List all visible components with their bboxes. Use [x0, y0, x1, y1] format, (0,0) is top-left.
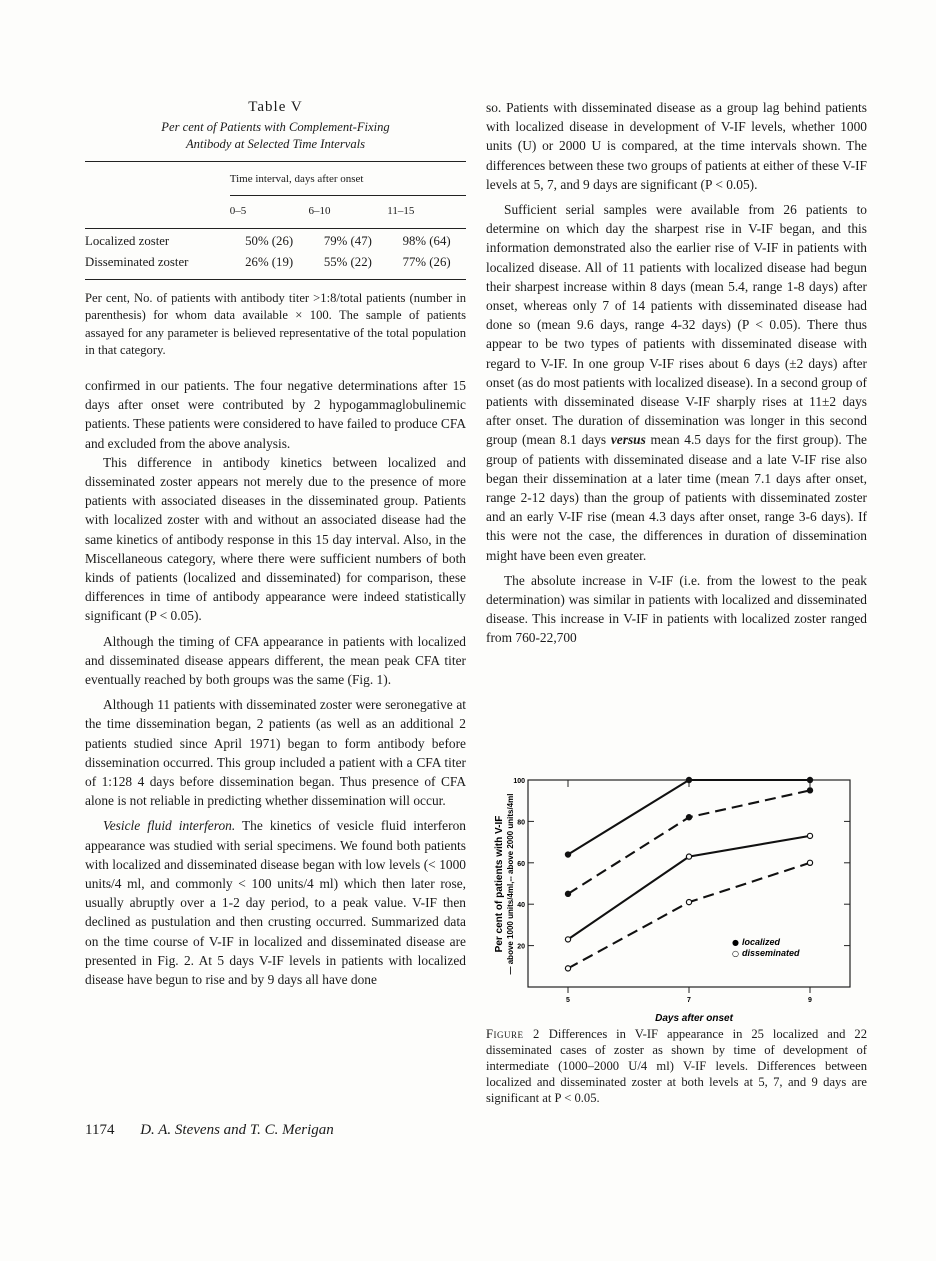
- x-tick-label: 7: [687, 997, 691, 1004]
- legend-marker: ●: [732, 938, 739, 947]
- emphasis-text: versus: [610, 432, 646, 448]
- table-col-header: 0–5: [230, 196, 309, 228]
- section-heading: Vesicle fluid interferon.: [103, 818, 236, 834]
- table-cell: 26% (19): [230, 250, 309, 280]
- table-subtitle-1: Per cent of Patients with Complement-Fixing: [161, 120, 390, 135]
- data-point: [807, 788, 812, 793]
- x-axis-label: Days after onset: [655, 1013, 733, 1024]
- table-footnote: Per cent, No. of patients with antibody titer >1:8/total patients (number in parenthesis) for whom data available × 100. The sample of patients assayed for any parameter is believed representative of the total population in that category.: [85, 290, 466, 358]
- y-tick-label: 40: [517, 902, 525, 910]
- y-tick-label: 60: [517, 860, 525, 868]
- page-number: 1174: [85, 1122, 115, 1138]
- figure-caption: [486, 1026, 867, 1106]
- y-tick-label: 100: [513, 778, 525, 785]
- figure-2-chart: [486, 776, 867, 1026]
- data-point: [807, 860, 812, 865]
- left-column: [85, 98, 466, 989]
- data-point: [565, 966, 570, 971]
- x-tick-label: 9: [808, 997, 812, 1004]
- table-col-header: 11–15: [387, 196, 466, 228]
- body-paragraph: [85, 816, 466, 989]
- data-point: [565, 852, 570, 857]
- data-point: [686, 900, 691, 905]
- y-tick-label: 80: [517, 819, 525, 827]
- table-row: [85, 250, 466, 280]
- table-cell: 79% (47): [323, 233, 372, 248]
- table-title: Table V: [248, 99, 303, 115]
- data-point: [807, 777, 812, 782]
- table-row-label: Disseminated zoster: [85, 250, 230, 280]
- table-col-header: 6–10: [309, 196, 388, 228]
- table-row-label: Localized zoster: [85, 233, 170, 248]
- y-axis-label: Per cent of patients with V-IF: [494, 815, 505, 953]
- caption-label: Figure 2: [486, 1027, 540, 1041]
- paragraph-text: mean 4.5 days for the first group). The group of patients with disseminated disease and a late V-IF rise also began their dissemination at a later time (mean 7.1 days after onset, range 2-12 days) than the group of patients with disseminated zoster and an early V-IF rise (mean 4.3 days after onset, range 3-6 days). If this were not the case, the differences in duration of dissemination might have been even greater.: [486, 432, 868, 563]
- data-point: [565, 937, 570, 942]
- y-tick-label: 20: [517, 943, 525, 951]
- page-footer: [85, 1122, 334, 1139]
- legend-label: disseminated: [742, 948, 800, 958]
- data-point: [686, 854, 691, 859]
- chart-layer: [513, 777, 850, 1004]
- data-table: [85, 161, 466, 279]
- body-paragraph: Although 11 patients with disseminated zoster were seronegative at the time dissemination began, 2 patients (as well as an additional 2 patients studied since April 1971) began to form antibody before dissemination occurred. This group included a patient with a CFA titer of 1:128 4 days before dissemination began. Thus presence of CFA alone is not reliable in predicting whether dissemination will occur.: [85, 697, 466, 809]
- data-point: [686, 815, 691, 820]
- right-column: [486, 98, 867, 648]
- legend-label: localized: [742, 937, 781, 947]
- table-cell: 77% (26): [387, 250, 466, 280]
- body-paragraph: The absolute increase in V-IF (i.e. from the lowest to the peak determination) was similar in patients with localized and disseminated disease. This increase in V-IF in patients with localized zoster ranged from 760-22,700: [486, 572, 867, 646]
- caption-text: Differences in V-IF appearance in 25 localized and 22 disseminated cases of zoster as shown by time of development of intermediate (1000–2000 U/4 ml) V-IF levels. Differences between localized and disseminated zoster at both levels at 5, 7, and 9 days are significant at P < 0.05.: [486, 1027, 867, 1105]
- table-span-header: Time interval, days after onset: [230, 162, 466, 196]
- section-text: The kinetics of vesicle fluid interferon appearance was studied with serial specimens. We found both patients with localized and disseminated disease began with low levels (< 1000 units/4 ml, and commonly < 100 units/4 ml) which then later rose, usually abruptly over a 1-2 day period, to a peak value. V-IF then declined as pustulation and then crusting occurred. Summarized data on the time course of V-IF in localized and disseminated disease are presented in Fig. 2. At 5 days V-IF levels in patients with localized disease have begun to rise and by 9 days all have done: [85, 818, 466, 988]
- data-point: [807, 833, 812, 838]
- paragraph-text: Sufficient serial samples were available from 26 patients to determine on which day the sharpest rise in V-IF began, and this information demonstrated also the earlier rise of V-IF in patients with localized disease. All of 11 patients with localized disease had begun their sharpest increase within 8 days (mean 5.4, range 1-8 days) after onset, whereas only 7 of 14 patients with disseminated disease had done so (mean 9.6 days, range 4-32 days) (P < 0.05). There thus appear to be two types of patients with disseminated disease with regard to V-IF. In one group V-IF rises about 6 days (±2 days) after onset (as do most patients with localized disease). In a second group of patients with disseminated disease V-IF sharply rises at 11±2 days after onset. The duration of dissemination was longer in this second group (mean 8.1 days: [486, 202, 867, 448]
- table-subtitle-2: Antibody at Selected Time Intervals: [185, 137, 366, 152]
- table-cell: 50% (26): [245, 233, 294, 248]
- body-paragraph: Although the timing of CFA appearance in patients with localized and disseminated disease appears different, the mean peak CFA titer eventually reached by both groups was the same (Fig. 1).: [85, 633, 466, 688]
- body-paragraph: This difference in antibody kinetics between localized and disseminated zoster appears not merely due to the presence of more patients with associated diseases in the disseminated group. Patients with localized zoster with and without an associated disease had the same kinetics of antibody response in this 15 day interval. Also, in the Miscellaneous category, where there were sufficient numbers of both kinds of patients (localized and disseminated) for comparison, these differences in time of antibody appearance were indeed statistically significant (P < 0.05).: [85, 454, 466, 624]
- y-axis-label-sub: — above 1000 units/4ml,-- above 2000 units/4ml: [506, 793, 515, 975]
- legend-marker: ○: [732, 949, 739, 958]
- plot-frame: [528, 780, 850, 987]
- table-cell: 55% (22): [309, 250, 388, 280]
- footer-authors: D. A. Stevens and T. C. Merigan: [140, 1122, 334, 1138]
- body-paragraph: confirmed in our patients. The four negative determinations after 15 days after onset were contributed by 2 hypogammaglobulinemic patients. These patients were considered to have failed to produce CFA and excluded from the above analysis.: [85, 377, 466, 451]
- data-point: [686, 777, 691, 782]
- data-point: [565, 891, 570, 896]
- series-line: [568, 836, 810, 940]
- body-paragraph: so. Patients with disseminated disease as a group lag behind patients with localized disease in development of V-IF levels, whether 1000 units (U) or 2000 U is compared, at the time intervals shown. The differences between these two groups of patients at either of these V-IF levels at 5, 7, and 9 days are significant (P < 0.05).: [486, 100, 867, 192]
- table-cell: 98% (64): [402, 233, 451, 248]
- chart-legend: [732, 937, 800, 958]
- table-row: [85, 228, 466, 250]
- body-paragraph: [486, 200, 867, 565]
- x-tick-label: 5: [566, 997, 570, 1004]
